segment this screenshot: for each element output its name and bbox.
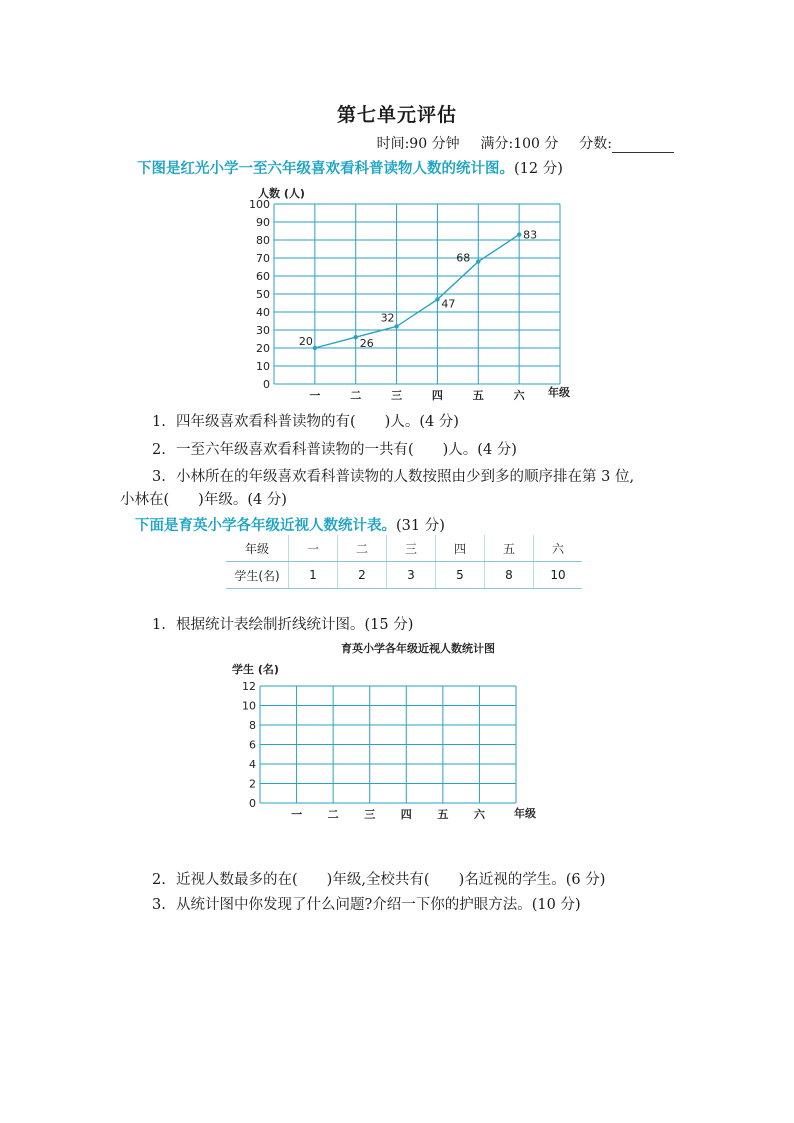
chart2-grid (260, 686, 516, 803)
table-header-cell: 年级 (226, 535, 289, 562)
s2-q2-num: 2. (152, 872, 166, 888)
s1-question-3 (152, 465, 634, 486)
y-tick-label: 8 (249, 719, 256, 732)
x-tick-label: 四 (431, 389, 443, 402)
chart1-y-ticks (249, 198, 270, 391)
y-tick-label: 12 (242, 680, 256, 693)
series-line (315, 235, 519, 351)
y-tick-label: 30 (256, 324, 270, 337)
data-label: 68 (456, 251, 471, 265)
time-limit: 时间:90 分钟 (376, 136, 460, 152)
chart2-title: 育英小学各年级近视人数统计图 (341, 642, 495, 655)
section2-score: (31 分) (396, 518, 445, 534)
chart1-grid (274, 204, 560, 384)
data-point (435, 297, 439, 301)
x-tick-label: 三 (364, 808, 376, 821)
y-tick-label: 20 (256, 342, 270, 355)
table-header-cell: 三 (387, 535, 436, 562)
y-tick-label: 10 (256, 360, 270, 373)
s1-question-2 (152, 438, 517, 459)
table-header-cell: 一 (289, 535, 338, 562)
s1-q1-num: 1. (152, 414, 166, 430)
y-tick-label: 40 (256, 306, 270, 319)
data-point (517, 232, 521, 236)
section1-heading-text: 下图是红光小学一至六年级喜欢看科普读物人数的统计图。 (137, 160, 514, 177)
chart1-y-axis-label: 人数 (人) (258, 187, 305, 200)
y-tick-label: 60 (256, 270, 270, 283)
s2-question-3 (152, 893, 581, 914)
score-label: 分数: (579, 136, 612, 152)
s2-q3-num: 3. (152, 897, 166, 913)
exam-meta (377, 133, 674, 153)
score-blank[interactable] (612, 138, 674, 153)
s1-question-3-cont: 小林在( )年级。(4 分) (120, 492, 287, 508)
table-cell: 3 (387, 562, 436, 589)
page-title: 第七单元评估 (336, 104, 457, 126)
y-tick-label: 0 (263, 378, 270, 391)
s1-q3-num: 3. (152, 469, 166, 485)
x-tick-label: 一 (309, 389, 321, 402)
table-header-row (226, 535, 582, 562)
y-tick-label: 100 (249, 198, 270, 211)
reading-line-chart (230, 183, 590, 405)
s1-q2-num: 2. (152, 442, 166, 458)
chart2-y-axis-label: 学生 (名) (232, 663, 279, 676)
table-row (226, 562, 582, 589)
y-tick-label: 0 (249, 797, 256, 810)
data-label: 20 (298, 335, 313, 348)
section1-score: (12 分) (514, 161, 563, 177)
s1-q3-text: 小林所在的年级喜欢看科普读物的人数按照由少到多的顺序排在第 3 位, (176, 469, 635, 485)
s1-question-1 (152, 410, 459, 431)
chart1-x-ticks (309, 388, 525, 402)
x-tick-label: 二 (350, 389, 362, 402)
data-point (394, 324, 398, 328)
s1-q1-text: 四年级喜欢看科普读物的有( )人。(4 分) (176, 414, 459, 430)
y-tick-label: 6 (249, 738, 256, 752)
s2-q2-text: 近视人数最多的在( )年级,全校共有( )名近视的学生。(6 分) (176, 872, 606, 888)
section2-heading-text: 下面是育英小学各年级近视人数统计表。 (135, 517, 396, 534)
table-header-cell: 六 (534, 535, 583, 562)
chart1-x-axis-label: 年级 (548, 386, 570, 399)
s1-q2-text: 一至六年级喜欢看科普读物的一共有( )人。(4 分) (176, 442, 517, 458)
full-score: 满分:100 分 (480, 136, 559, 152)
s2-question-1 (152, 613, 413, 634)
data-label: 26 (359, 337, 374, 351)
x-tick-label: 五 (437, 808, 449, 821)
chart2-y-ticks (242, 680, 256, 810)
x-tick-label: 五 (472, 389, 484, 402)
x-tick-label: 三 (391, 389, 403, 402)
s2-q1-num: 1. (152, 617, 166, 633)
table-header-cell: 二 (338, 535, 387, 562)
chart2-x-ticks (291, 807, 486, 821)
table-header-cell: 五 (485, 535, 534, 562)
data-point (476, 259, 480, 263)
table-cell: 10 (534, 562, 583, 589)
s2-q3-text: 从统计图中你发现了什么问题?介绍一下你的护眼方法。(10 分) (176, 897, 581, 913)
table-cell: 1 (289, 562, 338, 589)
table-cell: 学生(名) (226, 562, 289, 589)
y-tick-label: 80 (256, 234, 270, 247)
x-tick-label: 六 (473, 808, 485, 821)
x-tick-label: 一 (291, 808, 303, 821)
y-tick-label: 90 (256, 216, 270, 229)
s2-q1-text: 根据统计表绘制折线统计图。(15 分) (176, 617, 414, 633)
data-point (354, 335, 358, 339)
section1-heading (137, 157, 563, 178)
chart1-series (299, 229, 537, 351)
y-tick-label: 4 (249, 758, 256, 771)
myopia-table (226, 535, 582, 589)
y-tick-label: 10 (242, 699, 256, 713)
table-header-cell: 四 (436, 535, 485, 562)
y-tick-label: 70 (256, 252, 270, 265)
x-tick-label: 六 (513, 389, 525, 402)
data-point (313, 346, 317, 350)
table-cell: 2 (338, 562, 387, 589)
x-tick-label: 二 (327, 808, 339, 821)
data-label: 32 (380, 311, 395, 325)
table-cell: 5 (436, 562, 485, 589)
table-cell: 8 (485, 562, 534, 589)
x-tick-label: 四 (400, 808, 412, 821)
chart2-x-axis-label: 年级 (514, 807, 536, 820)
myopia-blank-chart (226, 637, 556, 827)
y-tick-label: 2 (249, 777, 256, 791)
s2-question-2 (152, 868, 605, 889)
data-label: 47 (441, 297, 456, 311)
section2-heading (135, 514, 445, 535)
data-label: 83 (523, 228, 538, 242)
y-tick-label: 50 (256, 288, 270, 301)
